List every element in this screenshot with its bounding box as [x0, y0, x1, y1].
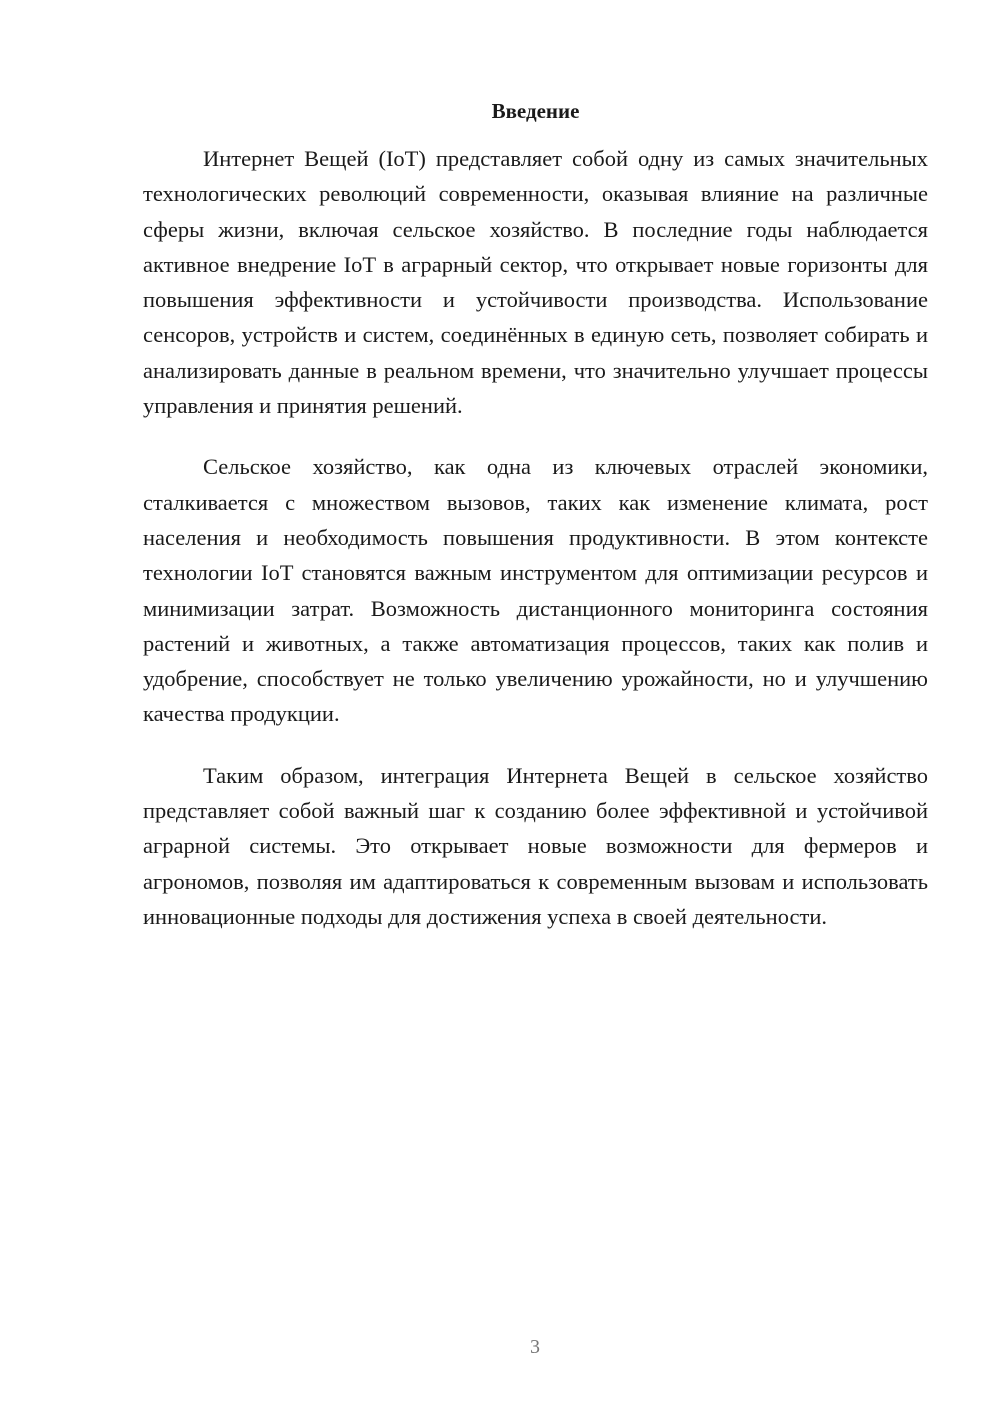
body-text — [143, 141, 928, 960]
paragraph-3: Таким образом, интеграция Интернета Вещей в сельское хозяйство представляет собой важный шаг к созданию более эффективной и устойчивой аграрной системы. Это открывает новые возможности для фермеров и агрономов, позволяя им адаптироваться к современным вызовам и использовать инновационные подходы для достижения успеха в своей деятельности. — [143, 762, 928, 929]
section-title: Введение — [491, 99, 580, 123]
paragraph-1: Интернет Вещей (IoT) представляет собой одну из самых значительных технологических революций современности, оказывая влияние на различные сферы жизни, включая сельское хозяйство. В последние годы наблюдается активное внедрение IoT в аграрный сектор, что открывает новые горизонты для повышения эффективности и устойчивости производства. Использование сенсоров, устройств и систем, соединённых в единую сеть, позволяет собирать и анализировать данные в реальном времени, что значительно улучшает процессы управления и принятия решений. — [143, 146, 928, 419]
page-number: 3 — [530, 1336, 540, 1358]
paragraph-2: Сельское хозяйство, как одна из ключевых отраслей экономики, сталкивается с множеством вызовов, таких как изменение климата, рост населения и необходимость повышения продуктивности. В этом контексте технологии IoT становятся важным инструментом для оптимизации ресурсов и минимизации затрат. Возможность дистанционного мониторинга состояния растений и животных, а также автоматизация процессов, таких как полив и удобрение, способствует не только увеличению урожайности, но и улучшению качества продукции. — [143, 454, 928, 727]
